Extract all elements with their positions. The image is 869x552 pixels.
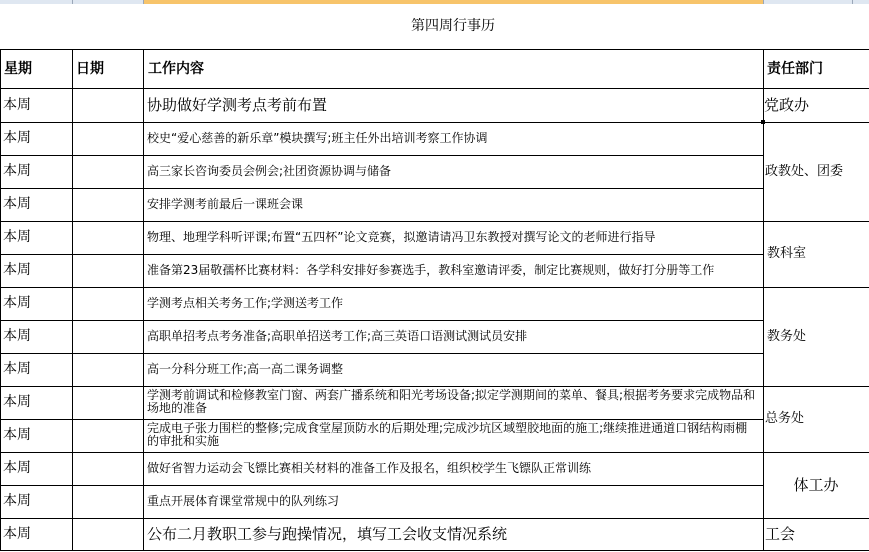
grid-line (763, 550, 869, 551)
content-cell[interactable]: 高职单招考点考务准备;高职单招送考工作;高三英语口语测试测试员安排 (147, 329, 528, 343)
dept-cell[interactable]: 教务处 (767, 329, 807, 344)
weekday-cell[interactable]: 本周 (3, 526, 31, 542)
date-cell[interactable] (72, 386, 143, 419)
dept-cell[interactable]: 体工办 (793, 476, 839, 494)
content-cell[interactable]: 校史“爱心慈善的新乐章”模块撰写;班主任外出培训考察工作协调 (147, 131, 488, 145)
grid-line (763, 287, 869, 288)
header-date[interactable]: 日期 (76, 61, 104, 77)
grid-line (763, 122, 869, 123)
content-cell[interactable]: 物理、地理学科听评课;布置“五四杯”论文竞赛，拟邀请请冯卫东教授对撰写论文的老师进行指导 (147, 230, 656, 244)
grid-line (0, 49, 1, 551)
grid-line (0, 254, 763, 255)
content-cell[interactable]: 学测考前调试和检修教室门窗、两套广播系统和阳光考场设备;拟定学测期间的菜单、餐具;根据考务要求完成物品和场地的准备 (147, 388, 756, 415)
weekday-cell[interactable]: 本周 (3, 394, 31, 410)
weekday-cell[interactable]: 本周 (3, 130, 31, 146)
grid-line (0, 419, 763, 420)
date-cell[interactable] (72, 122, 143, 155)
date-cell[interactable] (72, 419, 143, 452)
weekday-cell[interactable]: 本周 (3, 295, 31, 311)
weekday-cell[interactable]: 本周 (3, 229, 31, 245)
grid-line (0, 287, 763, 288)
date-cell[interactable] (72, 188, 143, 221)
weekday-cell[interactable]: 本周 (3, 460, 31, 476)
weekday-cell[interactable]: 本周 (3, 262, 31, 278)
header-content[interactable]: 工作内容 (148, 61, 204, 77)
weekday-cell[interactable]: 本周 (3, 328, 31, 344)
grid-line (143, 49, 144, 551)
content-cell[interactable]: 重点开展体育课堂常规中的队列练习 (147, 494, 340, 508)
weekday-cell[interactable]: 本周 (3, 196, 31, 212)
date-cell[interactable] (72, 485, 143, 518)
sheet-title[interactable]: 第四周行事历 (411, 18, 495, 34)
date-cell[interactable] (72, 518, 143, 551)
date-cell[interactable] (72, 452, 143, 485)
content-cell[interactable]: 安排学测考前最后一课班会课 (147, 197, 304, 211)
header-weekday[interactable]: 星期 (4, 61, 32, 77)
dept-cell[interactable]: 政教处、团委 (765, 164, 844, 179)
date-cell[interactable] (72, 88, 143, 122)
grid-line (0, 221, 763, 222)
grid-line (0, 386, 763, 387)
content-cell[interactable]: 高一分科分班工作;高一高二课务调整 (147, 362, 344, 376)
dept-cell[interactable]: 教科室 (767, 246, 807, 261)
header-dept[interactable]: 责任部门 (767, 61, 823, 77)
content-cell[interactable]: 高三家长咨询委员会例会;社团资源协调与储备 (147, 164, 392, 178)
content-cell[interactable]: 公布二月教职工参与跑操情况，填写工会收支情况系统 (147, 525, 508, 543)
grid-line (0, 49, 869, 50)
weekday-cell[interactable]: 本周 (3, 427, 31, 443)
grid-line (763, 386, 869, 387)
grid-line (72, 49, 73, 551)
weekday-cell[interactable]: 本周 (3, 163, 31, 179)
date-cell[interactable] (72, 254, 143, 287)
date-cell[interactable] (72, 353, 143, 386)
weekday-cell[interactable]: 本周 (3, 361, 31, 377)
grid-line (763, 221, 869, 222)
weekday-cell[interactable]: 本周 (3, 493, 31, 509)
date-cell[interactable] (72, 287, 143, 320)
weekday-cell[interactable]: 本周 (3, 97, 31, 113)
content-cell[interactable]: 做好省智力运动会飞镖比赛相关材料的准备工作及报名，组织校学生飞镖队正常训练 (147, 461, 592, 475)
date-cell[interactable] (72, 155, 143, 188)
dept-cell[interactable]: 总务处 (765, 411, 805, 426)
date-cell[interactable] (72, 320, 143, 353)
grid-line (0, 518, 763, 519)
grid-line (0, 122, 763, 123)
dept-cell[interactable]: 工会 (765, 525, 796, 543)
grid-line (0, 452, 763, 453)
content-cell[interactable]: 学测考点相关考务工作;学测送考工作 (147, 296, 344, 310)
content-cell[interactable]: 协助做好学测考点考前布置 (147, 96, 328, 114)
grid-line (763, 452, 869, 453)
grid-line (0, 155, 763, 156)
date-cell[interactable] (72, 221, 143, 254)
grid-line (763, 49, 764, 551)
grid-line (0, 550, 763, 551)
selection-fill-handle[interactable] (761, 120, 765, 124)
dept-cell[interactable]: 党政办 (764, 96, 810, 114)
grid-line (0, 188, 763, 189)
grid-line (0, 485, 763, 486)
grid-line (763, 518, 869, 519)
grid-line (0, 353, 763, 354)
grid-line (0, 320, 763, 321)
content-cell[interactable]: 完成电子张力围栏的整修;完成食堂屋顶防水的后期处理;完成沙坑区域塑胶地面的施工;继续推进通道口钢结构雨棚的审批和实施 (147, 421, 748, 448)
content-cell[interactable]: 准备第23届敬孺杯比赛材料：各学科安排好参赛选手，教科室邀请评委，制定比赛规则，做好打分册等工作 (147, 263, 715, 277)
